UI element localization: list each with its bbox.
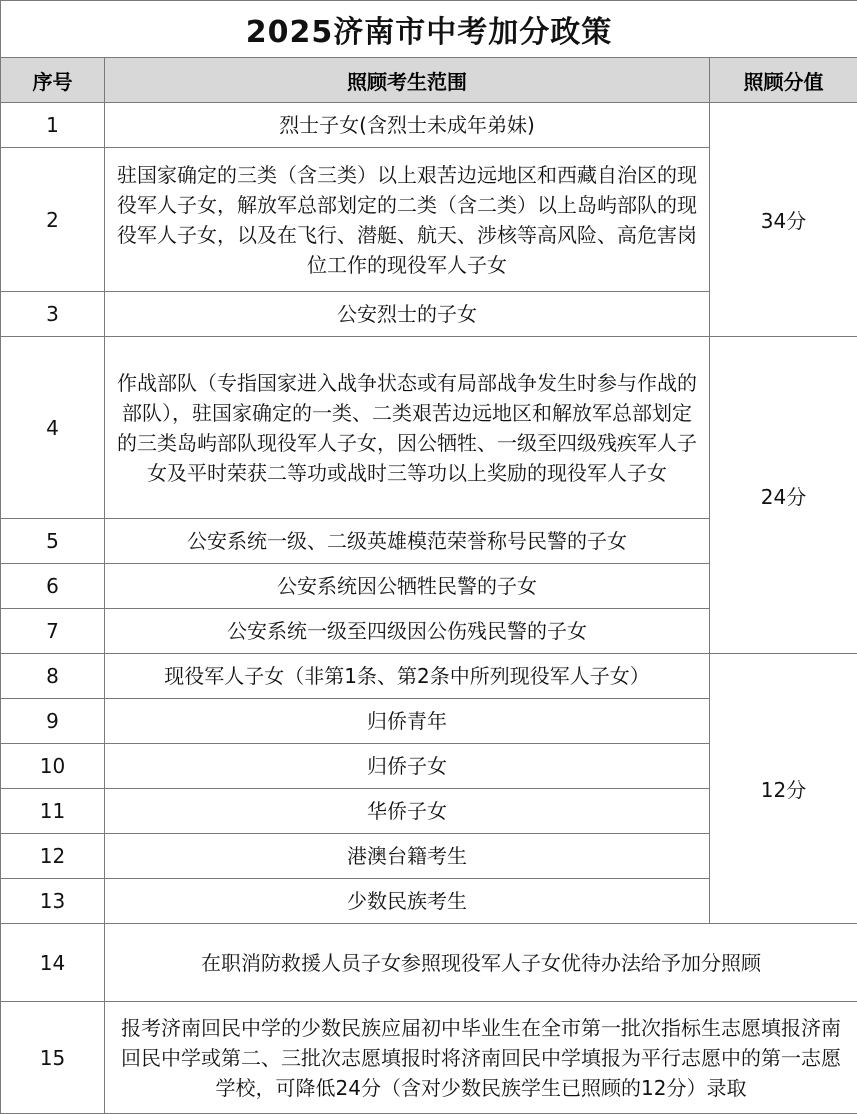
- header-number: 序号: [1, 58, 105, 103]
- row-description: 烈士子女(含烈士未成年弟妹): [105, 103, 710, 148]
- table-row: [1, 924, 857, 1002]
- row-number: 14: [1, 924, 105, 1002]
- row-number: 6: [1, 564, 105, 609]
- row-number: 4: [1, 337, 105, 519]
- row-description: 公安烈士的子女: [105, 292, 710, 337]
- row-number: 15: [1, 1002, 105, 1114]
- table-row: [1, 654, 857, 699]
- row-description: 公安系统一级至四级因公伤残民警的子女: [105, 609, 710, 654]
- row-description: 报考济南回民中学的少数民族应届初中毕业生在全市第一批次指标生志愿填报济南回民中学或第二、三批次志愿填报时将济南回民中学填报为平行志愿中的第一志愿学校，可降低24分（含对少数民族学生已照顾的12分）录取: [105, 1002, 857, 1114]
- row-description: 港澳台籍考生: [105, 834, 710, 879]
- row-number: 5: [1, 519, 105, 564]
- score-value: 12分: [710, 654, 857, 924]
- row-number: 9: [1, 699, 105, 744]
- row-description: 现役军人子女（非第1条、第2条中所列现役军人子女）: [105, 654, 710, 699]
- score-value: 24分: [710, 337, 857, 654]
- row-number: 7: [1, 609, 105, 654]
- row-number: 13: [1, 879, 105, 924]
- row-number: 12: [1, 834, 105, 879]
- row-number: 3: [1, 292, 105, 337]
- row-description: 作战部队（专指国家进入战争状态或有局部战争发生时参与作战的部队），驻国家确定的一类、二类艰苦边远地区和解放军总部划定的三类岛屿部队现役军人子女，因公牺牲、一级至四级残疾军人子女及平时荣获二等功或战时三等功以上奖励的现役军人子女: [105, 337, 710, 519]
- row-description: 归侨子女: [105, 744, 710, 789]
- table-row: [1, 103, 857, 148]
- row-number: 8: [1, 654, 105, 699]
- row-description: 在职消防救援人员子女参照现役军人子女优待办法给予加分照顾: [105, 924, 857, 1002]
- row-description: 少数民族考生: [105, 879, 710, 924]
- row-number: 10: [1, 744, 105, 789]
- row-description: 公安系统一级、二级英雄模范荣誉称号民警的子女: [105, 519, 710, 564]
- header-scope: 照顾考生范围: [105, 58, 710, 103]
- row-description: 归侨青年: [105, 699, 710, 744]
- table-row: [1, 1002, 857, 1114]
- page-title: 2025济南市中考加分政策: [1, 1, 857, 58]
- row-description: 华侨子女: [105, 789, 710, 834]
- row-description: 公安系统因公牺牲民警的子女: [105, 564, 710, 609]
- row-number: 1: [1, 103, 105, 148]
- header-score: 照顾分值: [710, 58, 857, 103]
- score-value: 34分: [710, 103, 857, 337]
- row-description: 驻国家确定的三类（含三类）以上艰苦边远地区和西藏自治区的现役军人子女，解放军总部划定的二类（含二类）以上岛屿部队的现役军人子女，以及在飞行、潜艇、航天、涉核等高风险、高危害岗位工作的现役军人子女: [105, 148, 710, 292]
- table-row: [1, 337, 857, 519]
- row-number: 2: [1, 148, 105, 292]
- row-number: 11: [1, 789, 105, 834]
